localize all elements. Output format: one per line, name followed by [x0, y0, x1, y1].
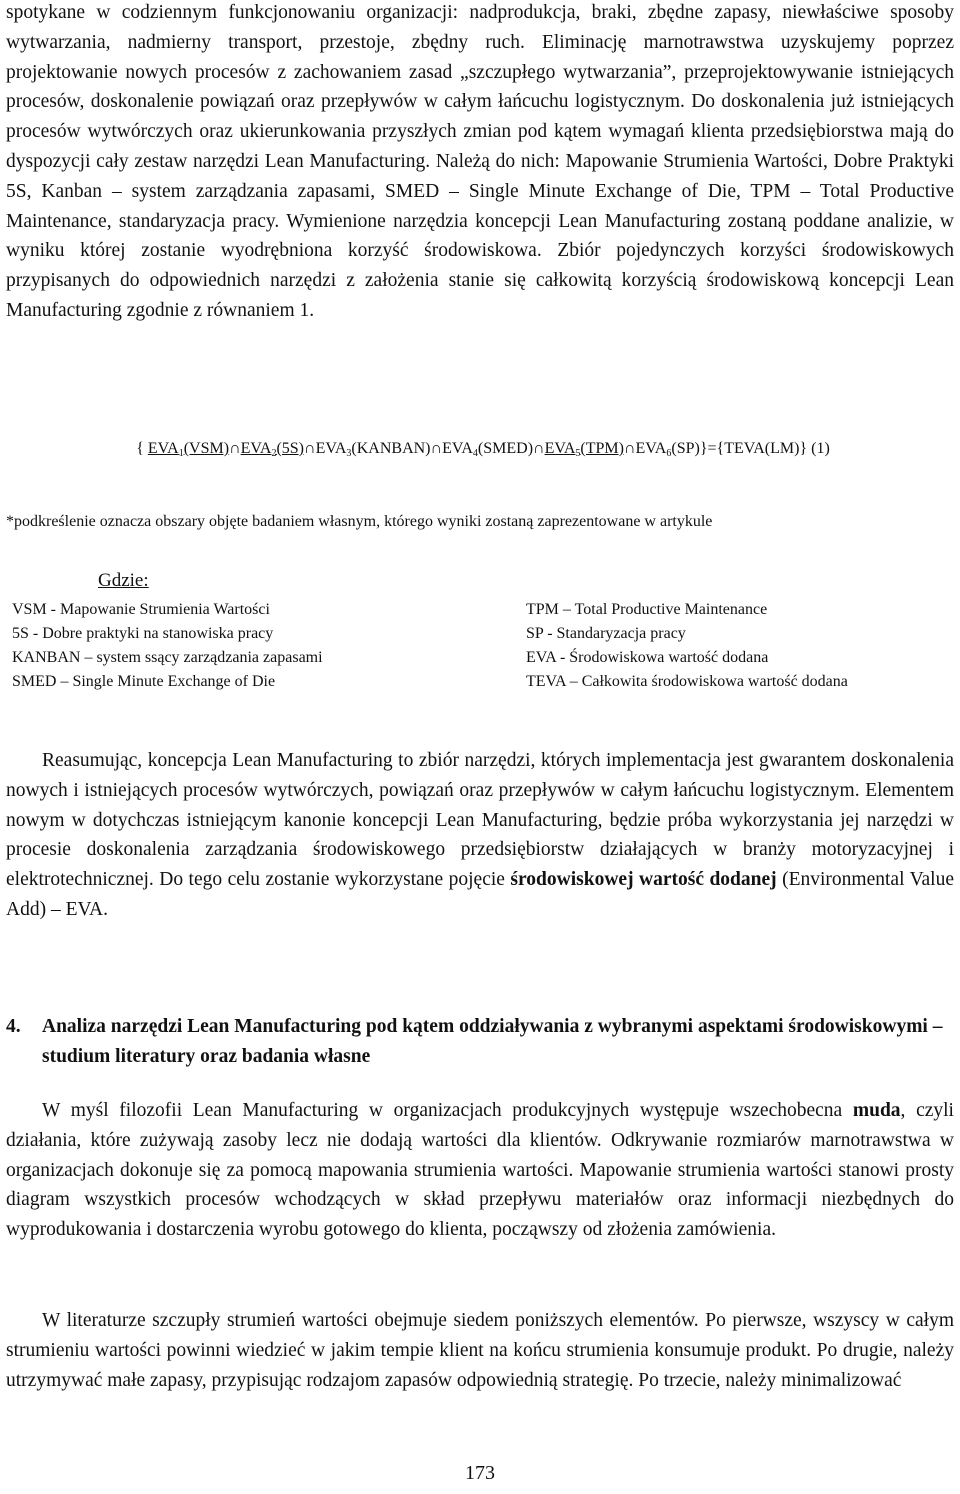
equation-1: [18, 440, 948, 459]
page-number: 173: [465, 1462, 495, 1484]
document-page: [6, 0, 954, 1494]
formula-result: }={TEVA(LM)}: [699, 440, 808, 457]
legend-item: KANBAN – system ssący zarządzania zapasami: [12, 649, 323, 666]
legend-item: TEVA – Całkowita środowiskowa wartość dodana: [526, 673, 848, 690]
term-eva: środowiskowej wartość dodanej: [510, 869, 777, 891]
footnote-underline: *podkreślenie oznacza obszary objęte badaniem własnym, którego wyniki zostaną zaprezentowane w artykule: [6, 513, 713, 530]
legend-left-column: [12, 598, 323, 694]
section-number: 4.: [6, 1016, 21, 1037]
legend-item: VSM - Mapowanie Strumienia Wartości: [12, 601, 270, 618]
formula-cap-1: ∩: [229, 440, 241, 457]
formula-open: {: [136, 440, 148, 457]
legend-item: TPM – Total Productive Maintenance: [526, 601, 768, 618]
legend-heading: Gdzie:: [98, 570, 149, 591]
formula-cap-4: ∩: [533, 440, 545, 457]
legend-item: 5S - Dobre praktyki na stanowiska pracy: [12, 625, 274, 642]
formula-term-4: $EVA_4(SMED)$: [442, 440, 534, 459]
formula-term-6: $EVA_6(SP)$: [635, 440, 700, 459]
legend-item: SMED – Single Minute Exchange of Die: [12, 673, 276, 690]
formula-term-2: $EVA_2(5S)$: [240, 440, 305, 459]
equation-number: (1): [811, 440, 830, 457]
term-muda: muda: [852, 1100, 901, 1121]
formula-cap-3: ∩: [430, 440, 443, 457]
formula-term-1: $EVA_1(VSM)$: [147, 440, 230, 459]
paragraph-muda: W myśl filozofii Lean Manufacturing w organizacjach produkcyjnych występuje wszechobecna muda, czyli działania, które zużywają zasoby lecz nie dodają wartości dla klientów. Odkrywanie rozmiarów marnotrawstwa w organizacjach dokonuje się za pomocą mapowania strumienia wartości. Mapowanie strumienia wartości stanowi prosty diagram wszystkich procesów wchodzących w skład przepływu materiałów oraz informacji niezbędnych do wyprodukowania i dostarczenia wyrobu gotowego do klienta, począwszy od złożenia zamówienia.: [6, 1100, 954, 1241]
formula-cap-2: ∩: [304, 440, 316, 457]
formula-term-3: $EVA_3(KANBAN)$: [315, 440, 431, 459]
legend-item: EVA - Środowiskowa wartość dodana: [526, 649, 769, 666]
legend-right-column: [526, 598, 848, 694]
paragraph-summary: Reasumując, koncepcja Lean Manufacturing to zbiór narzędzi, których implementacja jest gwarantem doskonalenia nowych i istniejących procesów wytwórczych, powiązań oraz przepływów w całym łańcuchu logistycznym. Elementem nowym w dotychczas istniejącym kanonie koncepcji Lean Manufacturing, będzie próba wykorzystania jej narzędzi w procesie doskonalenia zarządzania środowiskowego przedsiębiorstw działających w branży motoryzacyjnej i elektrotechnicznej. Do tego celu zostanie wykorzystane pojęcie środowiskowej wartość dodanej (Environmental Value Add) – EVA.: [6, 750, 954, 920]
legend-item: SP - Standaryzacja pracy: [526, 625, 686, 642]
formula-term-5: $EVA_5(TPM)$: [544, 440, 624, 459]
paragraph-lean-tools: spotykane w codziennym funkcjonowaniu organizacji: nadprodukcja, braki, zbędne zapasy, niewłaściwe sposoby wytwarzania, nadmierny transport, przestoje, zbędny ruch. Eliminację marnotrawstwa uzyskujemy poprzez projektowanie nowych procesów z zachowaniem zasad „szczupłego wytwarzania”, przeprojektowywanie istniejących procesów, doskonalenie powiązań oraz przepływów w całym łańcuchu logistycznym. Do doskonalenia już istniejących procesów wytwórczych oraz ukierunkowania przyszłych zmian pod kątem wymagań klienta przedsiębiorstwa mają do dyspozycji cały zestaw narzędzi Lean Manufacturing. Należą do nich: Mapowanie Strumienia Wartości, Dobre Praktyki 5S, Kanban – system zarządzania zapasami, SMED – Single Minute Exchange of Die, TPM – Total Productive Maintenance, standaryzacja pracy. Wymienione narzędzia koncepcji Lean Manufacturing zostaną poddane analizie, w wyniku której zostanie wyodrębniona korzyść środowiskowa. Zbiór pojedynczych korzyści środowiskowych przypisanych do odpowiednich narzędzi z założenia stanie się całkowitą korzyścią środowiskową koncepcji Lean Manufacturing zgodnie z równaniem 1.: [6, 2, 954, 321]
paragraph-value-stream: W literaturze szczupły strumień wartości obejmuje siedem poniższych elementów. Po pierwsze, wszyscy w całym strumieniu wartości powinni wiedzieć w jakim tempie klient na końcu strumienia konsumuje produkt. Po drugie, należy utrzymywać małe zapasy, przypisując rodzajom zapasów odpowiednią strategię. Po trzecie, należy minimalizować: [6, 1310, 954, 1391]
formula-cap-5: ∩: [623, 440, 636, 457]
section-title: Analiza narzędzi Lean Manufacturing pod kątem oddziaływania z wybranymi aspektami środowiskowymi – studium literatury oraz badania własne: [42, 1016, 943, 1067]
